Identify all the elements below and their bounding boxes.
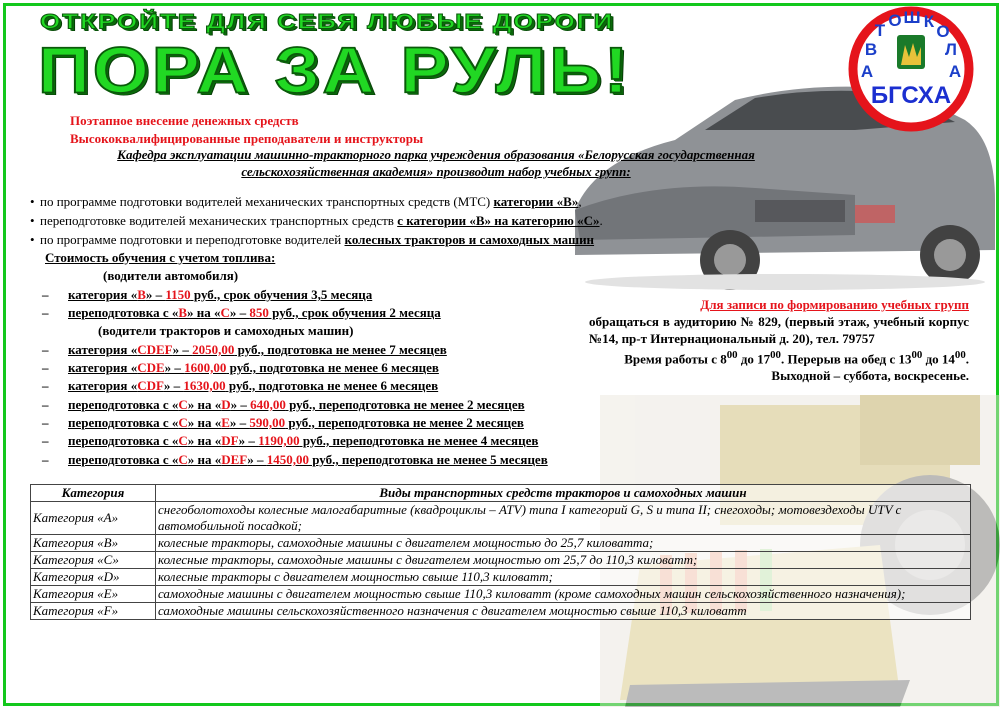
- program-item: • переподготовке водителей механических транспортных средств с категории «В» на категорию «С».: [30, 213, 603, 228]
- logo-letter: В: [864, 40, 878, 59]
- intro-text: Кафедра эксплуатации машинно-тракторного парка учреждения образования «Белорусская государственная сельскохозяйственная академия» производит набор учебных групп:: [117, 147, 755, 179]
- logo-letter: А: [860, 62, 874, 81]
- category-cell: Категория «E»: [31, 586, 156, 603]
- costs-heading: Стоимость обучения с учетом топлива:: [45, 250, 276, 265]
- logo-bottom-text: БГСХА: [870, 82, 952, 109]
- category-cell: Категория «C»: [31, 552, 156, 569]
- bullet-icon: •: [30, 232, 35, 247]
- cost-line: – переподготовка с «В» на «С» – 850 руб., срок обучения 2 месяца: [42, 305, 441, 320]
- day-off: Выходной – суббота, воскресенье.: [771, 368, 969, 384]
- program-item: • по программе подготовки и переподготовке водителей колесных тракторов и самоходных машин: [30, 232, 595, 247]
- bullet-icon: •: [30, 213, 35, 228]
- cost-line: – категория «B» – 1150 руб., срок обучения 3,5 месяца: [42, 287, 373, 302]
- table-row: [31, 552, 971, 569]
- cost-line: – категория «CDE» – 1600,00 руб., подготовка не менее 6 месяцев: [42, 360, 439, 375]
- table-row: [31, 535, 971, 552]
- cost-line: – категория «CDEF» – 2050,00 руб., подготовка не менее 7 месяцев: [42, 342, 447, 357]
- cost-line: – категория «CDF» – 1630,00 руб., подготовка не менее 6 месяцев: [42, 378, 439, 393]
- table-row: [31, 603, 971, 620]
- bullet-icon: •: [30, 194, 35, 209]
- emblem-icon: [897, 35, 925, 69]
- table-row: [31, 569, 971, 586]
- contact-block: [589, 296, 969, 384]
- description-cell: колесные тракторы, самоходные машины с двигателем мощностью до 25,7 киловатта;: [156, 535, 971, 552]
- perk-line: Высококвалифицированные преподаватели и инструкторы: [70, 131, 424, 146]
- category-cell: Категория «B»: [31, 535, 156, 552]
- contact-body: обращаться в аудиторию № 829, (первый этаж, учебный корпус №14, пр-т Интернациональный д. 20), тел. 79757: [589, 314, 969, 346]
- cost-line: – переподготовка с «C» на «D» – 640,00 руб., переподготовка не менее 2 месяцев: [42, 397, 525, 412]
- logo-letter: Л: [945, 40, 957, 59]
- contact-heading: Для записи по формированию учебных групп: [700, 297, 969, 312]
- category-cell: Категория «A»: [31, 502, 156, 535]
- school-logo: [847, 5, 975, 133]
- column-header: Виды транспортных средств тракторов и самоходных машин: [156, 485, 971, 502]
- description-cell: колесные тракторы, самоходные машины с двигателем мощностью от 25,7 до 110,3 киловатт;: [156, 552, 971, 569]
- logo-letter: К: [923, 12, 935, 31]
- table-row: [31, 586, 971, 603]
- description-cell: самоходные машины с двигателем мощностью свыше 110,3 киловатт (кроме самоходных машин сельскохозяйственного назначения);: [156, 586, 971, 603]
- program-item: • по программе подготовки водителей механических транспортных средств (МТС) категории «B»,: [30, 194, 582, 209]
- logo-letter: Ш: [903, 8, 921, 27]
- logo-letter: А: [948, 62, 962, 81]
- perk-line: Поэтапное внесение денежных средств: [70, 113, 299, 128]
- logo-letter: О: [936, 22, 950, 41]
- column-header: Категория: [31, 485, 156, 502]
- cost-line: – переподготовка с «C» на «DEF» – 1450,00 руб., переподготовка не менее 5 месяцев: [42, 452, 548, 467]
- description-cell: колесные тракторы с двигателем мощностью свыше 110,3 киловатт;: [156, 569, 971, 586]
- work-hours: Время работы с $8^{00}$ до $17^{00}$. Перерыв на обед с $13^{00}$ до $14^{00}$.: [624, 349, 969, 367]
- costs-sub-cars: (водители автомобиля): [103, 268, 239, 283]
- logo-letter: О: [888, 11, 902, 30]
- logo-letter: Т: [874, 21, 886, 40]
- table-header-row: [31, 485, 971, 502]
- categories-table: [30, 484, 971, 620]
- category-cell: Категория «F»: [31, 603, 156, 620]
- cost-line: – переподготовка с «C» на «DF» – 1190,00 руб., переподготовка не менее 4 месяцев: [42, 433, 539, 448]
- cost-line: – переподготовка с «C» на «E» – 590,00 руб., переподготовка не менее 2 месяцев: [42, 415, 524, 430]
- slogan: ОТКРОЙТЕ ДЛЯ СЕБЯ ЛЮБЫЕ ДОРОГИ: [40, 9, 615, 34]
- table-row: [31, 502, 971, 535]
- category-cell: Категория «D»: [31, 569, 156, 586]
- costs-sub-tractors: (водители тракторов и самоходных машин): [98, 323, 354, 338]
- description-cell: самоходные машины сельскохозяйственного назначения с двигателем мощностью свыше 110,3 киловатт: [156, 603, 971, 620]
- description-cell: снегоболотоходы колесные малогабаритные (квадроциклы – ATV) типа I категорий G, S и типа II; снегоходы; мотовездеходы UTV с автомобильной посадкой;: [156, 502, 971, 535]
- page-title: ПОРА ЗА РУЛЬ!: [38, 34, 631, 107]
